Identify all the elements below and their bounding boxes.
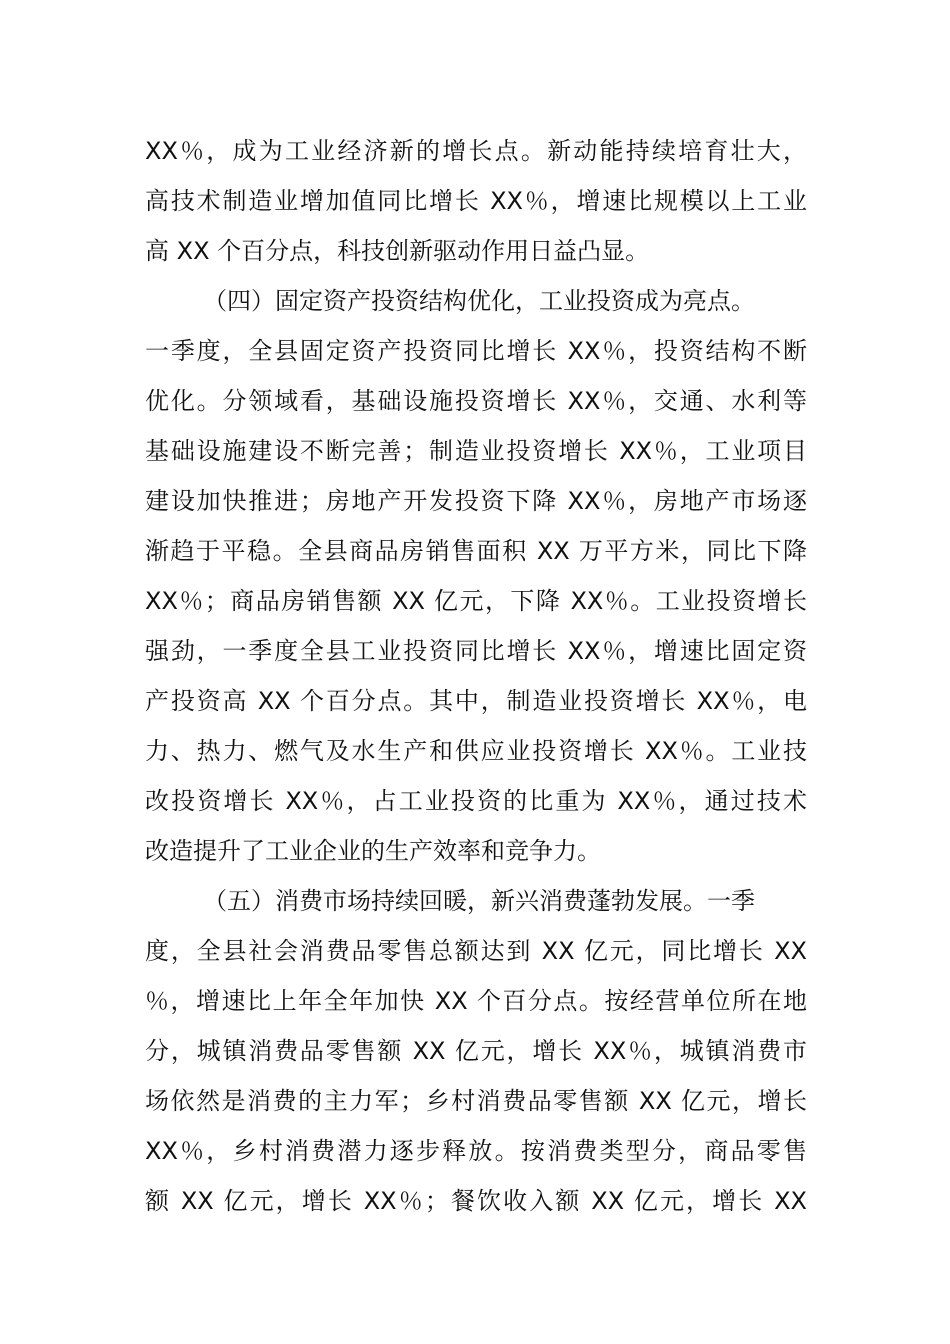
- text-line: 高 XX 个百分点，科技创新驱动作用日益凸显。: [145, 237, 650, 265]
- text-line: 额 XX 亿元，增长 XX％；餐饮收入额 XX 亿元，增长 XX: [145, 1187, 807, 1215]
- text-line: 改投资增长 XX％，占工业投资的比重为 XX％，通过技术: [145, 787, 807, 815]
- text-line: 渐趋于平稳。全县商品房销售面积 XX 万平方米，同比下降: [145, 537, 807, 565]
- text-line: XX％；商品房销售额 XX 亿元，下降 XX％。工业投资增长: [145, 587, 807, 615]
- text-line: 基础设施建设不断完善；制造业投资增长 XX％，工业项目: [145, 437, 807, 465]
- text-line: XX％，成为工业经济新的增长点。新动能持续培育壮大，: [145, 137, 807, 165]
- text-line: 一季度，全县固定资产投资同比增长 XX％，投资结构不断: [145, 337, 807, 365]
- text-line: XX％，乡村消费潜力逐步释放。按消费类型分，商品零售: [145, 1137, 807, 1165]
- text-line: 高技术制造业增加值同比增长 XX％，增速比规模以上工业: [145, 187, 807, 215]
- text-line: 改造提升了工业企业的生产效率和竞争力。: [145, 837, 601, 865]
- text-line: 度，全县社会消费品零售总额达到 XX 亿元，同比增长 XX: [145, 937, 807, 965]
- text-line: 力、热力、燃气及水生产和供应业投资增长 XX％。工业技: [145, 737, 807, 765]
- text-line: 优化。分领域看，基础设施投资增长 XX％，交通、水利等: [145, 387, 807, 415]
- text-line: 产投资高 XX 个百分点。其中，制造业投资增长 XX％，电: [145, 687, 807, 715]
- section-heading-four: （四）固定资产投资结构优化，工业投资成为亮点。: [203, 287, 755, 315]
- text-line: 建设加快推进；房地产开发投资下降 XX％，房地产市场逐: [145, 487, 807, 515]
- text-line: 场依然是消费的主力军；乡村消费品零售额 XX 亿元，增长: [145, 1087, 807, 1115]
- text-line: 分，城镇消费品零售额 XX 亿元，增长 XX％，城镇消费市: [145, 1037, 807, 1065]
- section-heading-five: （五）消费市场持续回暖，新兴消费蓬勃发展。一季: [203, 887, 755, 915]
- text-line: 强劲，一季度全县工业投资同比增长 XX％，增速比固定资: [145, 637, 807, 665]
- text-line: ％，增速比上年全年加快 XX 个百分点。按经营单位所在地: [145, 987, 807, 1015]
